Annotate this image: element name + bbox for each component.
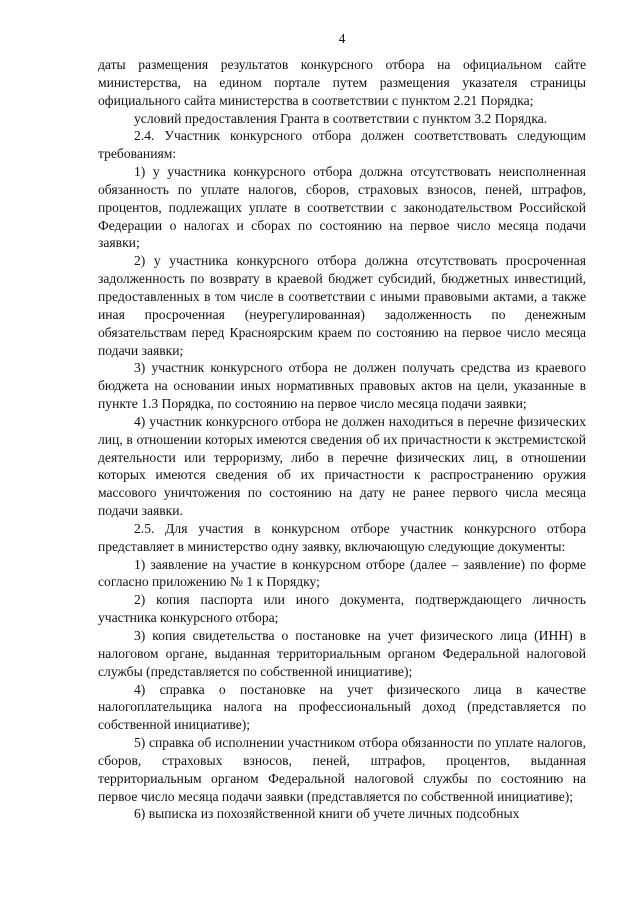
paragraph: 2.5. Для участия в конкурсном отборе участник конкурсного отбора представляет в министерство одну заявку, включающую следующие документы: xyxy=(98,520,586,554)
paragraph: 5) справка об исполнении участником отбора обязанности по уплате налогов, сборов, страховых взносов, пеней, штрафов, процентов, выданная территориальным органом Федеральной налоговой службы по состоянию на первое число месяца подачи заявки (представляется по собственной инициативе); xyxy=(98,735,586,804)
paragraph: 1) заявление на участие в конкурсном отборе (далее – заявление) по форме согласно приложению № 1 к Порядку; xyxy=(98,556,586,590)
document-body xyxy=(98,56,586,823)
paragraph: 2) у участника конкурсного отбора должна отсутствовать просроченная задолженность по возврату в краевой бюджет субсидий, бюджетных инвестиций, предоставленных в том числе в соответствии с иными правовыми актами, а также иная просроченная (неурегулированная) задолженность по денежным обязательствам перед Красноярским краем по состоянию на первое число месяца подачи заявки; xyxy=(98,253,586,358)
paragraph: 2.4. Участник конкурсного отбора должен соответствовать следующим требованиям: xyxy=(98,128,586,162)
paragraph: 4) справка о постановке на учет физического лица в качестве налогоплательщика налога на профессиональный доход (представляется по собственной инициативе); xyxy=(98,681,586,733)
paragraph: даты размещения результатов конкурсного отбора на официальном сайте министерства, на едином портале путем размещения указателя страницы официального сайта министерства в соответствии с пунктом 2.21 Порядка; xyxy=(98,57,586,108)
paragraph: 6) выписка из похозяйственной книги об учете личных подсобных xyxy=(134,806,520,822)
paragraph: 3) копия свидетельства о постановке на учет физического лица (ИНН) в налоговом органе, выданная территориальным органом Федеральной налоговой службы (представляется по собственной инициативе); xyxy=(98,628,586,679)
paragraph: 2) копия паспорта или иного документа, подтверждающего личность участника конкурсного отбора; xyxy=(98,592,586,626)
page-number: 4 xyxy=(338,31,346,46)
paragraph: 1) у участника конкурсного отбора должна отсутствовать неисполненная обязанность по уплате налогов, сборов, страховых взносов, пеней, штрафов, процентов, подлежащих уплате в соответствии с законодательством Российской Федерации о налогах и сборах по состоянию на первое число месяца подачи заявки; xyxy=(98,164,586,251)
paragraph: 4) участник конкурсного отбора не должен находиться в перечне физических лиц, в отношении которых имеются сведения об их причастности к экстремистской деятельности или терроризму, либо в перечне физических лиц, в отношении которых имеются сведения об их причастности к распространению оружия массового уничтожения по состоянию на дату не ранее первого числа месяца подачи заявки. xyxy=(98,413,586,519)
paragraph: 3) участник конкурсного отбора не должен получать средства из краевого бюджета на основании иных нормативных правовых актов на цели, указанные в пункте 1.3 Порядка, по состоянию на первое число месяца подачи заявки; xyxy=(98,360,586,412)
document-page xyxy=(98,30,586,823)
paragraph: условий предоставления Гранта в соответствии с пунктом 3.2 Порядка. xyxy=(134,110,548,126)
